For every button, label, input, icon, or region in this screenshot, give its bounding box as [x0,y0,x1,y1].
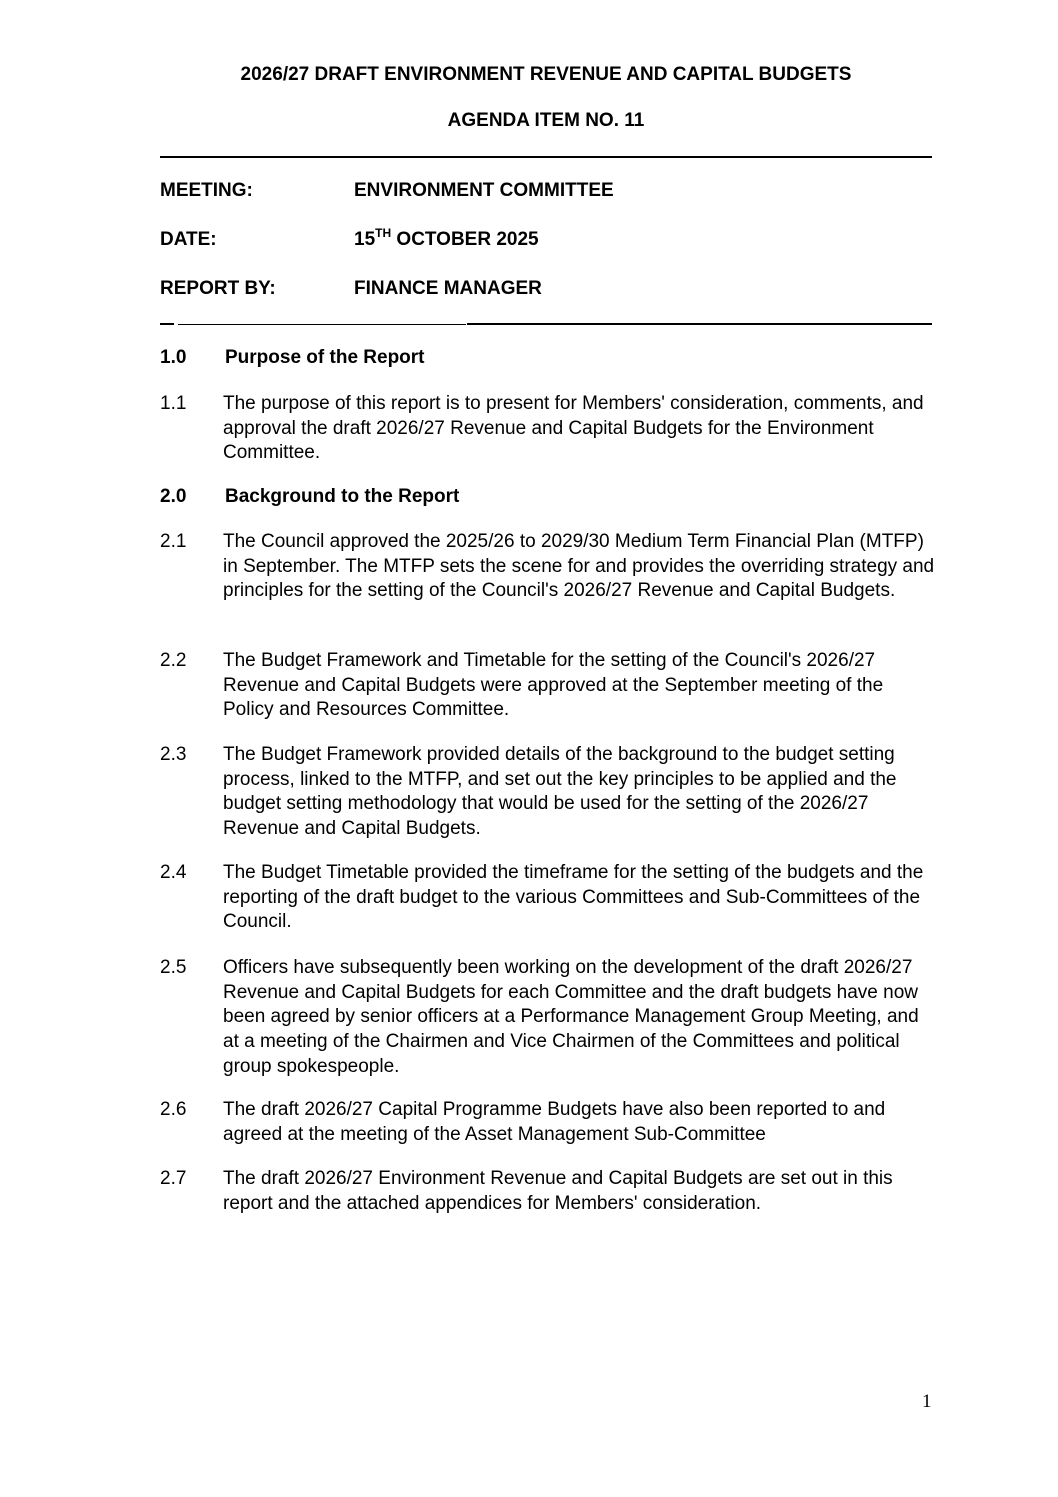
paragraph-2-3 [160,743,940,842]
date-suffix: TH [375,226,392,240]
report-title: 2026/27 DRAFT ENVIRONMENT REVENUE AND CAPITAL BUDGETS [240,64,852,85]
report-by-value: FINANCE MANAGER [354,278,542,299]
paragraph-number: 1.1 [160,393,187,414]
meeting-label: MEETING: [160,180,253,201]
paragraph-number: 2.5 [160,957,187,978]
section-number: 1.0 [160,347,187,368]
section-title: Purpose of the Report [225,347,425,368]
date-label: DATE: [160,229,217,250]
paragraph-2-7 [160,1167,940,1216]
paragraph-text: The Budget Timetable provided the timeframe for the setting of the budgets and the reporting of the draft budget to the various Committees and Sub-Committees of the Council. [223,862,924,933]
section-number: 2.0 [160,486,187,507]
paragraph-number: 2.6 [160,1099,187,1120]
date-value [354,226,539,251]
paragraph-text: The draft 2026/27 Environment Revenue and Capital Budgets are set out in this report and the attached appendices for Members' consideration. [223,1168,893,1214]
paragraph-text: The Council approved the 2025/26 to 2029/30 Medium Term Financial Plan (MTFP) in September. The MTFP sets the scene for and provides the overriding strategy and principles for the setting of the Council's 2026/27 Revenue and Capital Budgets. [223,531,935,602]
paragraph-text: The Budget Framework provided details of the background to the budget setting process, linked to the MTFP, and set out the key principles to be applied and the budget setting methodology that would be used for the setting of the 2026/27 Revenue and Capital Budgets. [223,744,897,840]
page-number: 1 [922,1391,932,1412]
paragraph-2-4 [160,861,940,935]
section-heading-background [160,486,459,508]
paragraph-2-6 [160,1098,940,1147]
bottom-divider-segment [178,324,466,325]
report-by-label: REPORT BY: [160,278,276,299]
top-divider [160,156,932,158]
paragraph-number: 2.4 [160,862,187,883]
date-rest: OCTOBER 2025 [391,229,539,250]
paragraph-number: 2.2 [160,650,187,671]
paragraph-text: Officers have subsequently been working on the development of the draft 2026/27 Revenue and Capital Budgets for each Committee and the draft budgets have now been agreed by senior officers at a Performance Management Group Meeting, and at a meeting of the Chairmen and Vice Chairmen of the Committees and political group spokespeople. [223,957,919,1077]
paragraph-1-1 [160,392,940,466]
paragraph-text: The draft 2026/27 Capital Programme Budgets have also been reported to and agreed at the meeting of the Asset Management Sub-Committee [223,1099,886,1145]
section-heading-purpose [160,347,425,369]
section-title: Background to the Report [225,486,460,507]
paragraph-number: 2.7 [160,1168,187,1189]
agenda-item: AGENDA ITEM NO. 11 [447,110,645,131]
paragraph-text: The Budget Framework and Timetable for the setting of the Council's 2026/27 Revenue and Capital Budgets were approved at the September meeting of the Policy and Resources Committee. [223,650,884,721]
paragraph-2-5 [160,956,940,1080]
paragraph-text: The purpose of this report is to present for Members' consideration, comments, and approval the draft 2026/27 Revenue and Capital Budgets for the Environment Committee. [223,393,924,464]
paragraph-2-2 [160,649,940,723]
date-day: 15 [354,229,376,250]
paragraph-number: 2.3 [160,744,187,765]
bottom-divider-segment [467,323,932,325]
meeting-value: ENVIRONMENT COMMITTEE [354,180,614,201]
bottom-divider-segment [160,323,174,325]
paragraph-2-1 [160,530,940,604]
paragraph-number: 2.1 [160,531,187,552]
